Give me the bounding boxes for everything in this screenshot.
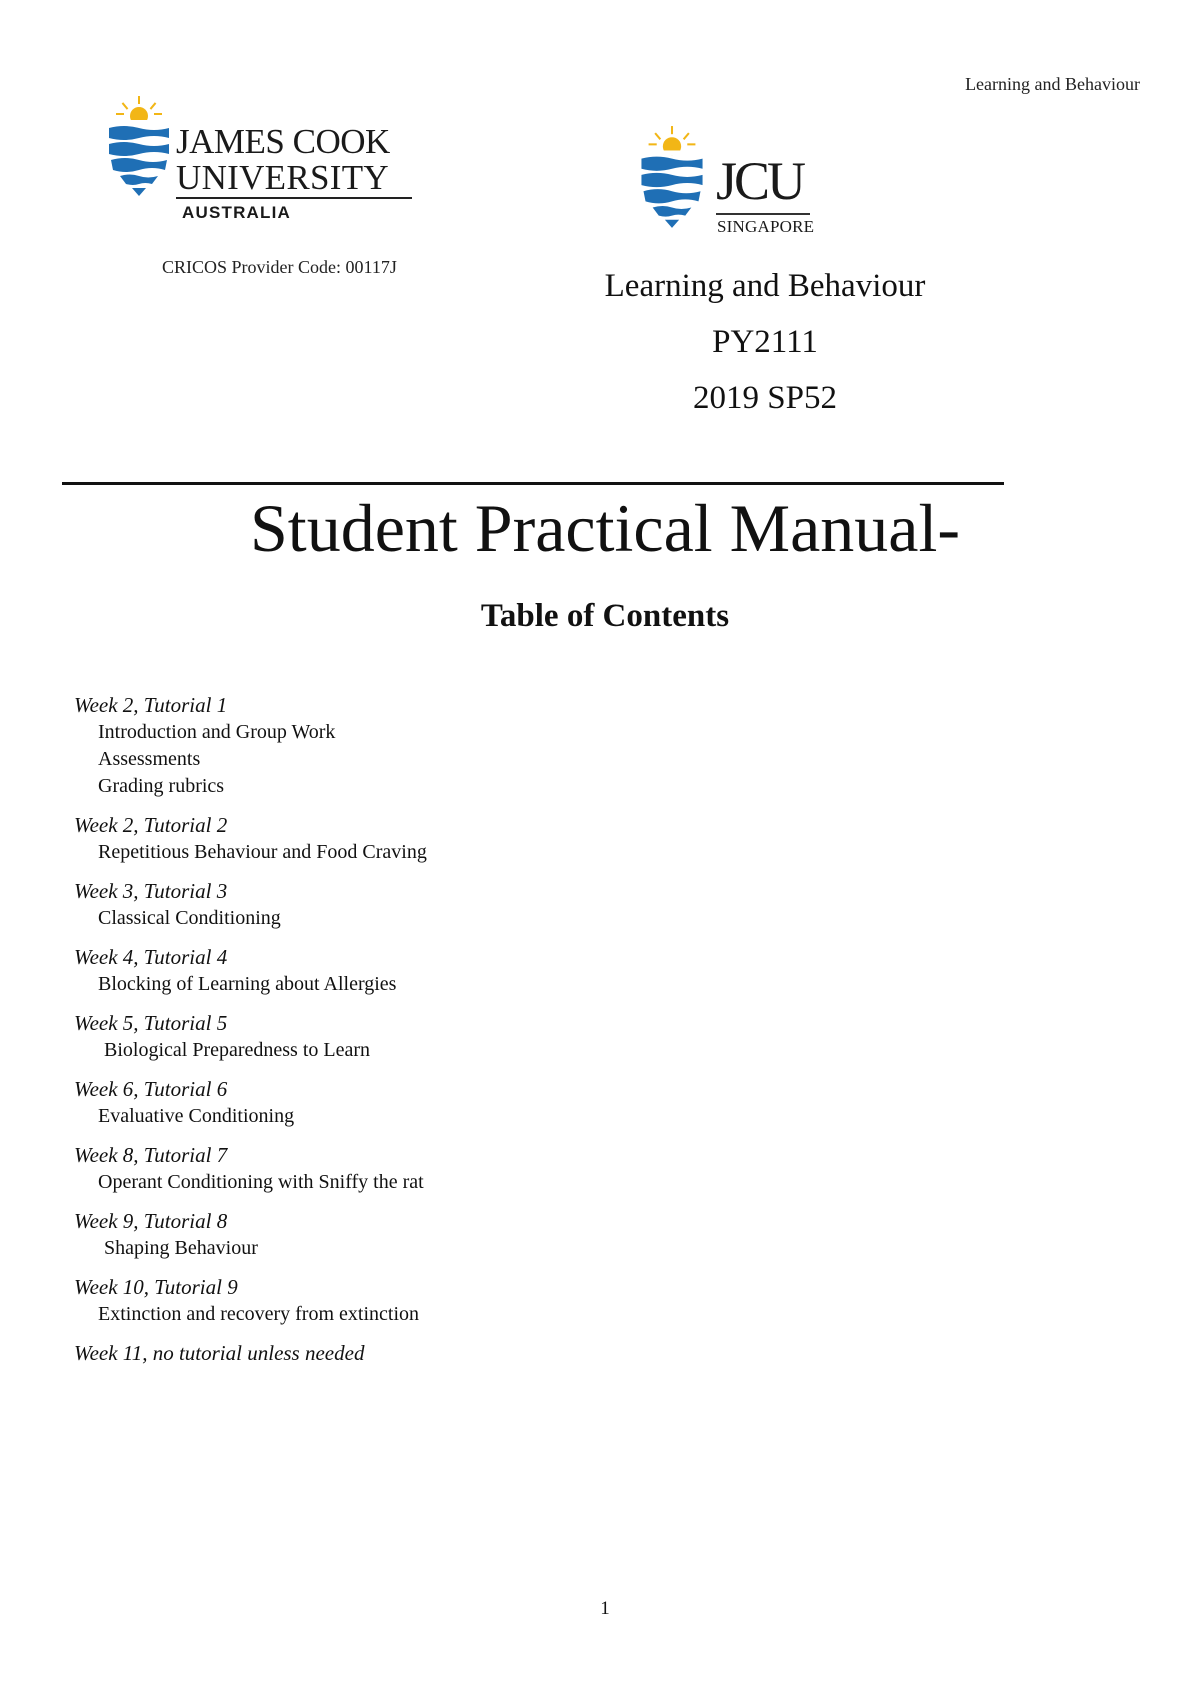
running-header: Learning and Behaviour xyxy=(965,74,1140,94)
logo-rule xyxy=(176,197,412,199)
toc-entry xyxy=(74,1010,774,1064)
toc-entry xyxy=(74,1340,774,1367)
cricos-provider-code: CRICOS Provider Code: 00117J xyxy=(162,257,397,277)
course-code: PY2111 xyxy=(712,324,818,360)
toc-week-label: Week 10, Tutorial 9 xyxy=(74,1275,238,1299)
logo-text-australia: AUSTRALIA xyxy=(182,203,292,222)
toc-item: Extinction and recovery from extinction xyxy=(98,1303,420,1325)
jcu-singapore-logo xyxy=(636,124,826,240)
toc-item: Repetitious Behaviour and Food Craving xyxy=(98,841,427,863)
toc-week-label: Week 3, Tutorial 3 xyxy=(74,879,228,903)
jcu-sun-waves-icon xyxy=(104,94,174,204)
jcu-australia-logo xyxy=(104,94,424,224)
toc-item: Grading rubrics xyxy=(98,775,225,797)
toc-week-label: Week 8, Tutorial 7 xyxy=(74,1143,228,1167)
toc-entry xyxy=(74,1208,774,1262)
title-divider xyxy=(62,482,1004,485)
toc-week-label: Week 5, Tutorial 5 xyxy=(74,1011,228,1035)
toc-week-label: Week 2, Tutorial 2 xyxy=(74,813,228,837)
toc-week-label: Week 6, Tutorial 6 xyxy=(74,1077,228,1101)
logo-text-jcu: JCU xyxy=(716,151,804,211)
toc-item: Shaping Behaviour xyxy=(104,1237,258,1259)
logo-text-singapore: SINGAPORE xyxy=(717,217,815,236)
table-of-contents xyxy=(74,692,774,1379)
toc-entry xyxy=(74,812,774,866)
toc-entry xyxy=(74,944,774,998)
toc-week-label: Week 9, Tutorial 8 xyxy=(74,1209,228,1233)
logo-rule xyxy=(716,213,810,215)
toc-item: Introduction and Group Work xyxy=(98,721,336,743)
toc-entry xyxy=(74,1274,774,1328)
jcu-sun-waves-icon xyxy=(636,124,708,236)
toc-item: Assessments xyxy=(98,748,201,770)
page-number: 1 xyxy=(600,1598,610,1619)
toc-item: Blocking of Learning about Allergies xyxy=(98,973,397,995)
toc-entry xyxy=(74,1142,774,1196)
toc-item: Biological Preparedness to Learn xyxy=(104,1039,371,1061)
toc-heading: Table of Contents xyxy=(480,598,730,634)
document-title: Student Practical Manual- xyxy=(249,490,960,566)
logo-text-james-cook: JAMES COOK xyxy=(176,122,390,161)
toc-item: Operant Conditioning with Sniffy the rat xyxy=(98,1171,424,1193)
course-session: 2019 SP52 xyxy=(693,380,837,416)
toc-week-label: Week 11, no tutorial unless needed xyxy=(74,1341,365,1365)
toc-item: Evaluative Conditioning xyxy=(98,1105,295,1127)
toc-entry xyxy=(74,1076,774,1130)
toc-item: Classical Conditioning xyxy=(98,907,281,929)
toc-entry xyxy=(74,692,774,800)
logo-text-university: UNIVERSITY xyxy=(176,158,389,197)
toc-week-label: Week 4, Tutorial 4 xyxy=(74,945,228,969)
course-name: Learning and Behaviour xyxy=(604,268,926,304)
toc-week-label: Week 2, Tutorial 1 xyxy=(74,693,228,717)
course-info xyxy=(560,266,970,434)
toc-entry xyxy=(74,878,774,932)
